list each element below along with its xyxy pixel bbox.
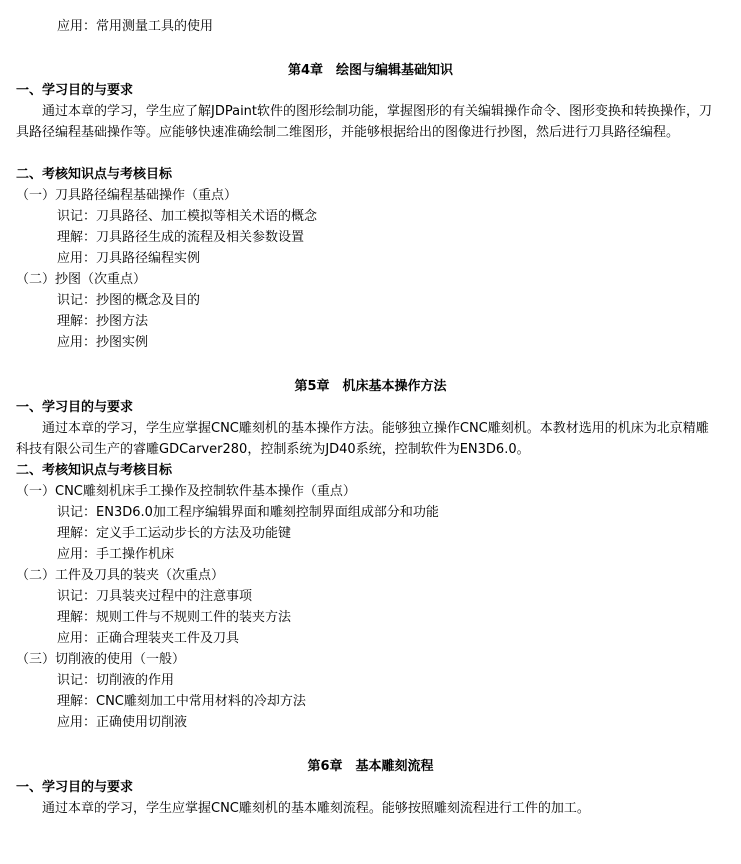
ch4-s2-item-recall: 识记：抄图的概念及目的 [57,293,201,308]
ch4-section-1: （一）刀具路径编程基础操作（重点） [16,188,238,203]
ch5-goal-paragraph: 通过本章的学习，学生应掌握CNC雕刻机的基本操作方法。能够独立操作CNC雕刻机。本教材选用的机床为北京精雕科技有限公司生产的睿雕GDCarver280，控制系统为JD40系统，控制软件为EN3D6.0。 [16,421,709,457]
ch5-s2-item-apply: 应用：正确合理装夹工件及刀具 [57,631,240,646]
ch5-s3-item-recall: 识记：切削液的作用 [57,673,175,688]
ch5-s1-item-understand: 理解：定义手工运动步长的方法及功能键 [57,526,292,541]
ch5-s3-item-understand: 理解：CNC雕刻加工中常用材料的冷却方法 [57,694,306,709]
ch5-s1-item-apply: 应用：手工操作机床 [57,547,175,562]
ch4-points-heading: 二、考核知识点与考核目标 [16,167,173,182]
chapter-4-title: 第4章 绘图与编辑基础知识 [287,63,454,78]
ch4-goal-paragraph: 通过本章的学习，学生应了解JDPaint软件的图形绘制功能，掌握图形的有关编辑操作命令、图形变换和转换操作，刀具路径编程基础操作等。应能够快速准确绘制二维图形，并能够根据给出的图像进行抄图，然后进行刀具路径编程。 [16,104,713,140]
ch5-s1-item-recall: 识记：EN3D6.0加工程序编辑界面和雕刻控制界面组成部分和功能 [57,505,439,520]
ch5-section-1: （一）CNC雕刻机床手工操作及控制软件基本操作（重点） [16,484,356,499]
chapter-6-title: 第6章 基本雕刻流程 [307,759,434,774]
ch6-goal-heading: 一、学习目的与要求 [16,780,134,795]
ch4-section-2: （二）抄图（次重点） [16,272,147,287]
ch5-s3-item-apply: 应用：正确使用切削液 [57,715,188,730]
ch4-s1-item-recall: 识记：刀具路径、加工模拟等相关术语的概念 [57,209,318,224]
ch5-section-3: （三）切削液的使用（一般） [16,652,186,667]
ch4-s2-item-understand: 理解：抄图方法 [57,314,149,329]
ch4-s1-item-understand: 理解：刀具路径生成的流程及相关参数设置 [57,230,305,245]
chapter-5-title: 第5章 机床基本操作方法 [294,379,447,394]
ch4-s2-item-apply: 应用：抄图实例 [57,335,149,350]
ch5-s2-item-understand: 理解：规则工件与不规则工件的装夹方法 [57,610,292,625]
ch5-goal-heading: 一、学习目的与要求 [16,400,134,415]
ch5-points-heading: 二、考核知识点与考核目标 [16,463,173,478]
ch4-goal-heading: 一、学习目的与要求 [16,83,134,98]
ch5-s2-item-recall: 识记：刀具装夹过程中的注意事项 [57,589,253,604]
ch4-s1-item-apply: 应用：刀具路径编程实例 [57,251,201,266]
ch5-section-2: （二）工件及刀具的装夹（次重点） [16,568,225,583]
top-apply-item: 应用：常用测量工具的使用 [57,19,214,34]
ch6-goal-paragraph: 通过本章的学习，学生应掌握CNC雕刻机的基本雕刻流程。能够按照雕刻流程进行工件的加工。 [42,801,590,816]
